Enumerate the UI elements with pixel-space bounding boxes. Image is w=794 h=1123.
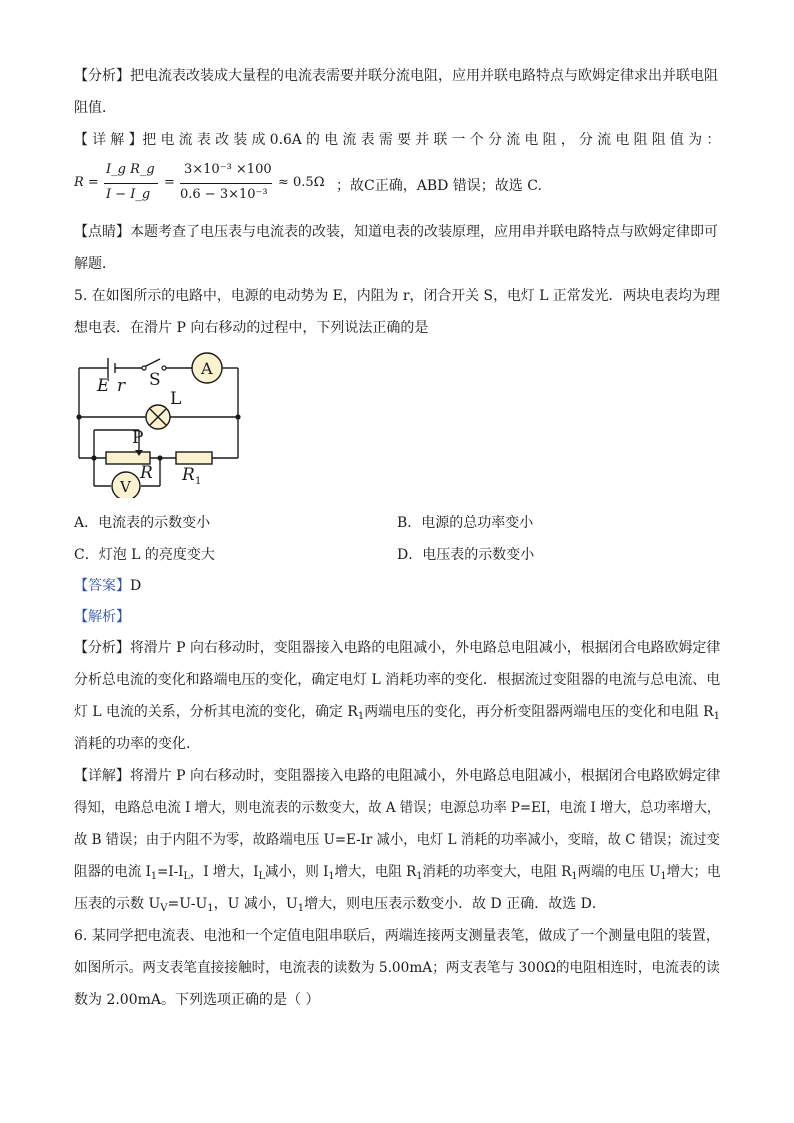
label-E: E bbox=[97, 376, 110, 396]
q5-detail-tag: 【详解】 bbox=[74, 768, 130, 784]
comment-text-2: 解题． bbox=[74, 256, 116, 272]
q5-detail-5: 压表的示数 $U_V=U-U_1$，U 减小，$U_1$增大，则电压表示数变小．故 D 正确．故选 D． bbox=[74, 896, 606, 914]
option-c: C．灯泡 L 的亮度变大 bbox=[74, 547, 215, 563]
label-R: R bbox=[140, 463, 153, 483]
q5-analysis-tag: 【分析】 bbox=[74, 640, 130, 656]
option-d: D．电压表的示数变小 bbox=[397, 547, 535, 563]
label-P: P bbox=[132, 428, 144, 448]
q6-stem-2: 如图所示。两支表笔直接接触时，电流表的读数为 5.00mA；两支表笔与 300Ω的电阻相连时，电流表的读 bbox=[74, 960, 720, 976]
fraction-2-numerator: 3×10⁻³ ×100 bbox=[184, 162, 272, 177]
fraction-1-denominator: I − I_g bbox=[106, 187, 151, 202]
detail-tag: 【 详 解 】 bbox=[74, 132, 143, 148]
detail-paragraph bbox=[74, 130, 720, 150]
label-S: S bbox=[149, 370, 161, 390]
fraction-1-numerator: I_g R_g bbox=[106, 162, 155, 177]
formula-lhs: R = bbox=[74, 175, 99, 190]
q5-analysis-1: 【分析】将滑片 P 向右移动时，变阻器接入电路的电阻减小，外电路总电阻减小，根据闭合电路欧姆定律 bbox=[74, 640, 721, 656]
comment-tag: 【点睛】 bbox=[74, 224, 130, 240]
analysis-paragraph bbox=[74, 66, 718, 86]
q5-stem-1: 5. 在如图所示的电路中，电源的电动势为 E，内阻为 r，闭合开关 S，电灯 L 正常发光．两块电表均为理 bbox=[74, 288, 720, 304]
formula-fraction-2 bbox=[180, 160, 272, 208]
formula-tail: ；故C正确，ABD 错误；故选 C. bbox=[336, 178, 542, 194]
analysis-tag: 【分析】 bbox=[74, 68, 130, 84]
analysis-text-2: 阻值． bbox=[74, 100, 116, 116]
resistor-r1-symbol bbox=[176, 452, 212, 464]
q6-stem-3: 数为 2.00mA。下列选项正确的是（ ） bbox=[74, 992, 320, 1008]
q5-detail-1: 【详解】将滑片 P 向右移动时，变阻器接入电路的电阻减小，外电路总电阻减小，根据闭合电路欧姆定律 bbox=[74, 768, 721, 784]
q5-stem-2: 想电表．在滑片 P 向右移动的过程中，下列说法正确的是 bbox=[74, 320, 429, 336]
q5-analysis-3: 灯 L 电流的关系，分析其电流的变化，确定 $R_1$两端电压的变化，再分析变阻器两端电压的变化和电阻 $R_1$ bbox=[74, 704, 720, 722]
circuit-diagram bbox=[70, 346, 250, 498]
label-V: V bbox=[120, 478, 131, 496]
comment-paragraph bbox=[74, 222, 718, 242]
q5-detail-3: 故 B 错误；由于内阻不为零，故路端电压 U=E-Ir 减小，电灯 L 消耗的功率减小，变暗，故 C 错误；流过变 bbox=[74, 832, 720, 848]
formula-fraction-1 bbox=[104, 160, 158, 208]
analysis-text-1: 把电流表改装成大量程的电流表需要并联分流电阻，应用并联电路特点与欧姆定律求出并联电阻 bbox=[130, 68, 718, 84]
answer-value: D bbox=[130, 578, 142, 594]
formula-approx: ≈ 0.5Ω bbox=[278, 175, 325, 190]
resistance-formula: R = I_g R_g I − I_g = 3×10⁻³ ×100 0.6 − 3×10⁻³ ≈ 0.5Ω ；故C正确，ABD 错误；故选 C. bbox=[74, 160, 574, 210]
option-b: B．电源的总功率变小 bbox=[397, 515, 534, 531]
fraction-2-denominator: 0.6 − 3×10⁻³ bbox=[180, 187, 268, 202]
option-a: A．电流表的示数变小 bbox=[74, 515, 211, 531]
label-L: L bbox=[170, 389, 182, 409]
label-r: r bbox=[117, 376, 126, 396]
q5-detail-4: 阻器的电流 $I_1=I-I_L$，I 增大，$I_L$减小，则 $I_1$增大，电阻 $R_1$消耗的功率变大，电阻 $R_1$两端的电压 $U_1$增大；电 bbox=[74, 864, 721, 882]
label-R1: R bbox=[182, 465, 195, 485]
switch-blade bbox=[144, 359, 160, 367]
comment-text-1: 本题考查了电压表与电流表的改装，知道电表的改装原理，应用串并联电路特点与欧姆定律即可 bbox=[130, 224, 718, 240]
q5-detail-2: 得知，电路总电流 I 增大，则电流表的示数变大，故 A 错误；电源总功率 P=EI，电流 I 增大，总功率增大， bbox=[74, 800, 721, 816]
answer-line bbox=[74, 576, 141, 596]
label-A: A bbox=[201, 359, 213, 378]
label-R1-sub: 1 bbox=[195, 476, 202, 487]
q5-analysis-2: 分析总电流的变化和路端电压的变化，确定电灯 L 消耗功率的变化．根据流过变阻器的电流与总电流、电 bbox=[74, 672, 721, 688]
answer-tag: 【答案】 bbox=[74, 578, 130, 594]
q5-analysis-4: 消耗的功率的变化． bbox=[74, 736, 200, 752]
jiexi-tag: 【解析】 bbox=[74, 609, 130, 625]
q6-stem-1: 6. 某同学把电流表、电池和一个定值电阻串联后，两端连接两支测量表笔，做成了一个测量电阻的装置， bbox=[74, 928, 720, 944]
detail-text-1: 把 电 流 表 改 装 成 0.6A 的 电 流 表 需 要 并 联 一 个 分 流 电 阻 ， 分 流 电 阻 阻 值 为 ： bbox=[142, 132, 721, 148]
